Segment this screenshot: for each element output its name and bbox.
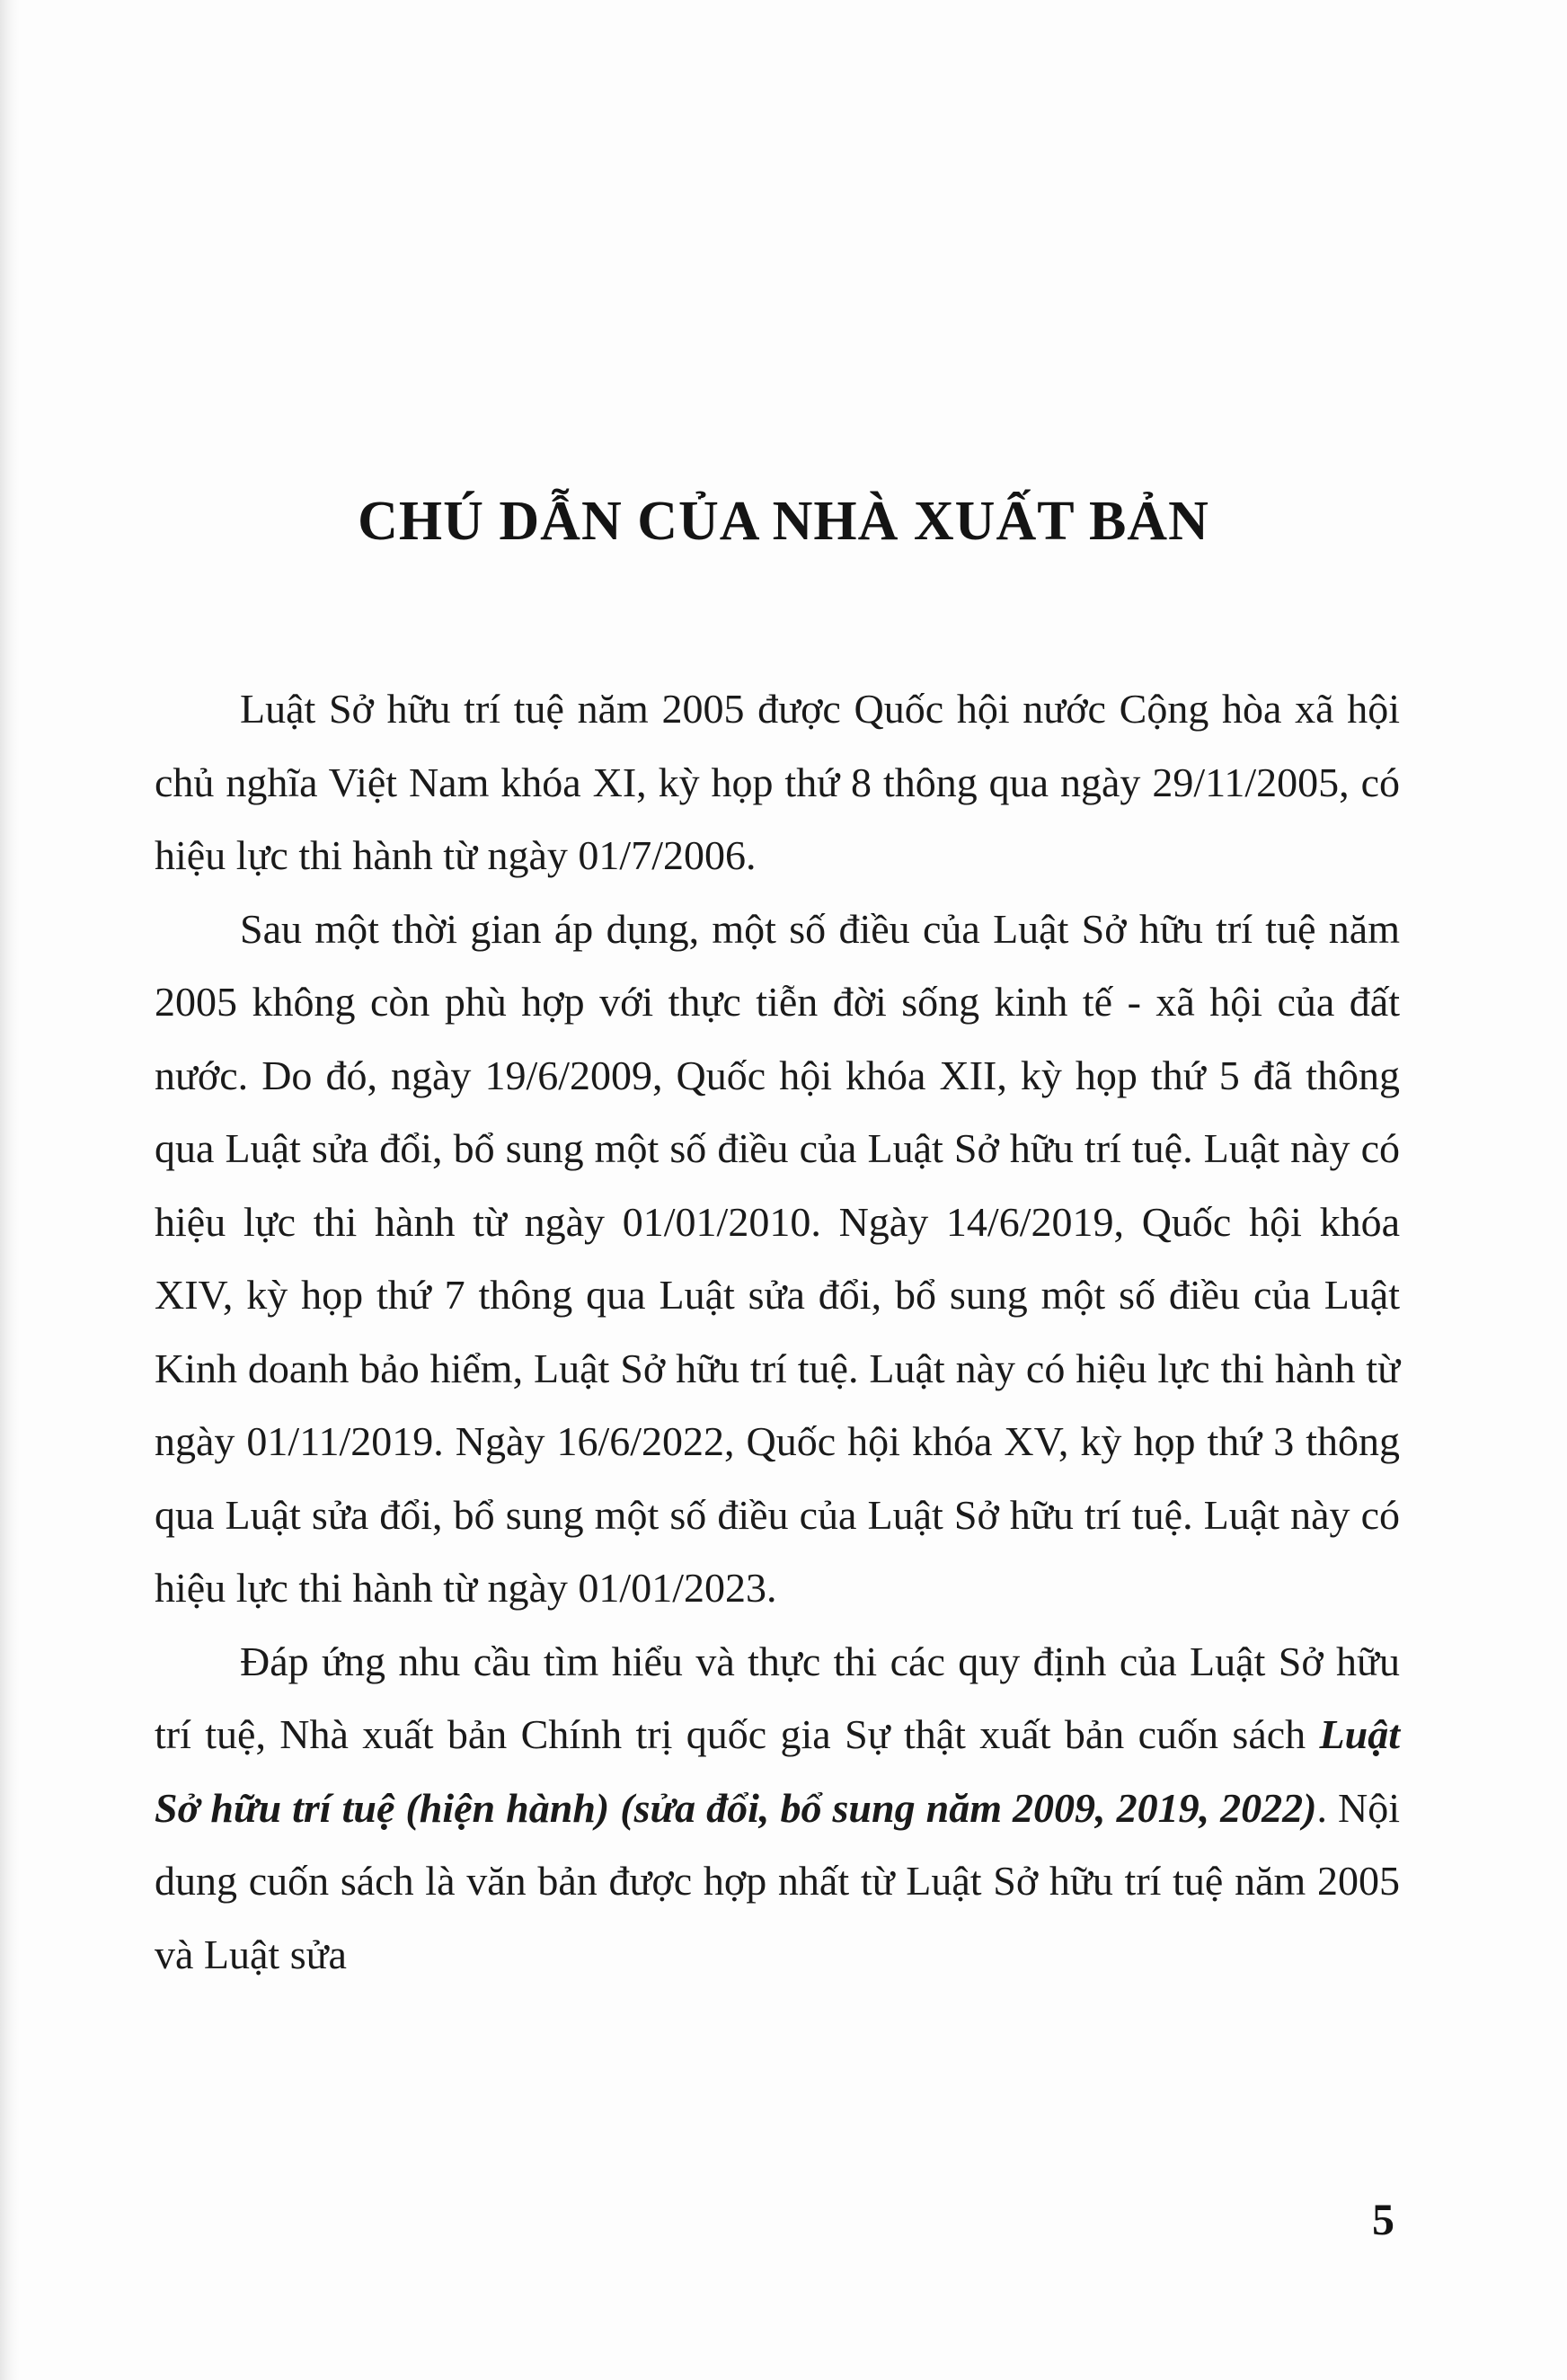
body-text	[155, 672, 1400, 1991]
book-title: Luật Sở hữu trí tuệ (hiện hành) (sửa đổi, bổ sung năm 2009, 2019, 2022)	[155, 1711, 1400, 1831]
paragraph-3-intro: Đáp ứng nhu cầu tìm hiểu và thực thi các quy định của Luật Sở hữu trí tuệ, Nhà xuất bản Chính trị quốc gia Sự thật xuất bản cuốn sách	[155, 1638, 1400, 1757]
page-title: CHÚ DẪN CỦA NHÀ XUẤT BẢN	[358, 491, 1209, 552]
paragraph-1: Luật Sở hữu trí tuệ năm 2005 được Quốc hội nước Cộng hòa xã hội chủ nghĩa Việt Nam khóa XI, kỳ họp thứ 8 thông qua ngày 29/11/2005, có hiệu lực thi hành từ ngày 01/7/2006.	[155, 686, 1400, 878]
paragraph-3-continuation: . Nội dung cuốn sách là văn bản được hợp nhất từ Luật Sở hữu trí tuệ năm 2005 và Luật sửa	[155, 1784, 1401, 1977]
paragraph-3	[155, 1625, 1400, 1992]
page-number: 5	[1372, 2194, 1394, 2244]
page-edge-shadow	[0, 0, 20, 2380]
paragraph-2: Sau một thời gian áp dụng, một số điều của Luật Sở hữu trí tuệ năm 2005 không còn phù hợp với thực tiễn đời sống kinh tế - xã hội của đất nước. Do đó, ngày 19/6/2009, Quốc hội khóa XII, kỳ họp thứ 5 đã thông qua Luật sửa đổi, bổ sung một số điều của Luật Sở hữu trí tuệ. Luật này có hiệu lực thi hành từ ngày 01/01/2010. Ngày 14/6/2019, Quốc hội khóa XIV, kỳ họp thứ 7 thông qua Luật sửa đổi, bổ sung một số điều của Luật Kinh doanh bảo hiểm, Luật Sở hữu trí tuệ. Luật này có hiệu lực thi hành từ ngày 01/11/2019. Ngày 16/6/2022, Quốc hội khóa XV, kỳ họp thứ 3 thông qua Luật sửa đổi, bổ sung một số điều của Luật Sở hữu trí tuệ. Luật này có hiệu lực thi hành từ ngày 01/01/2023.	[155, 905, 1400, 1611]
